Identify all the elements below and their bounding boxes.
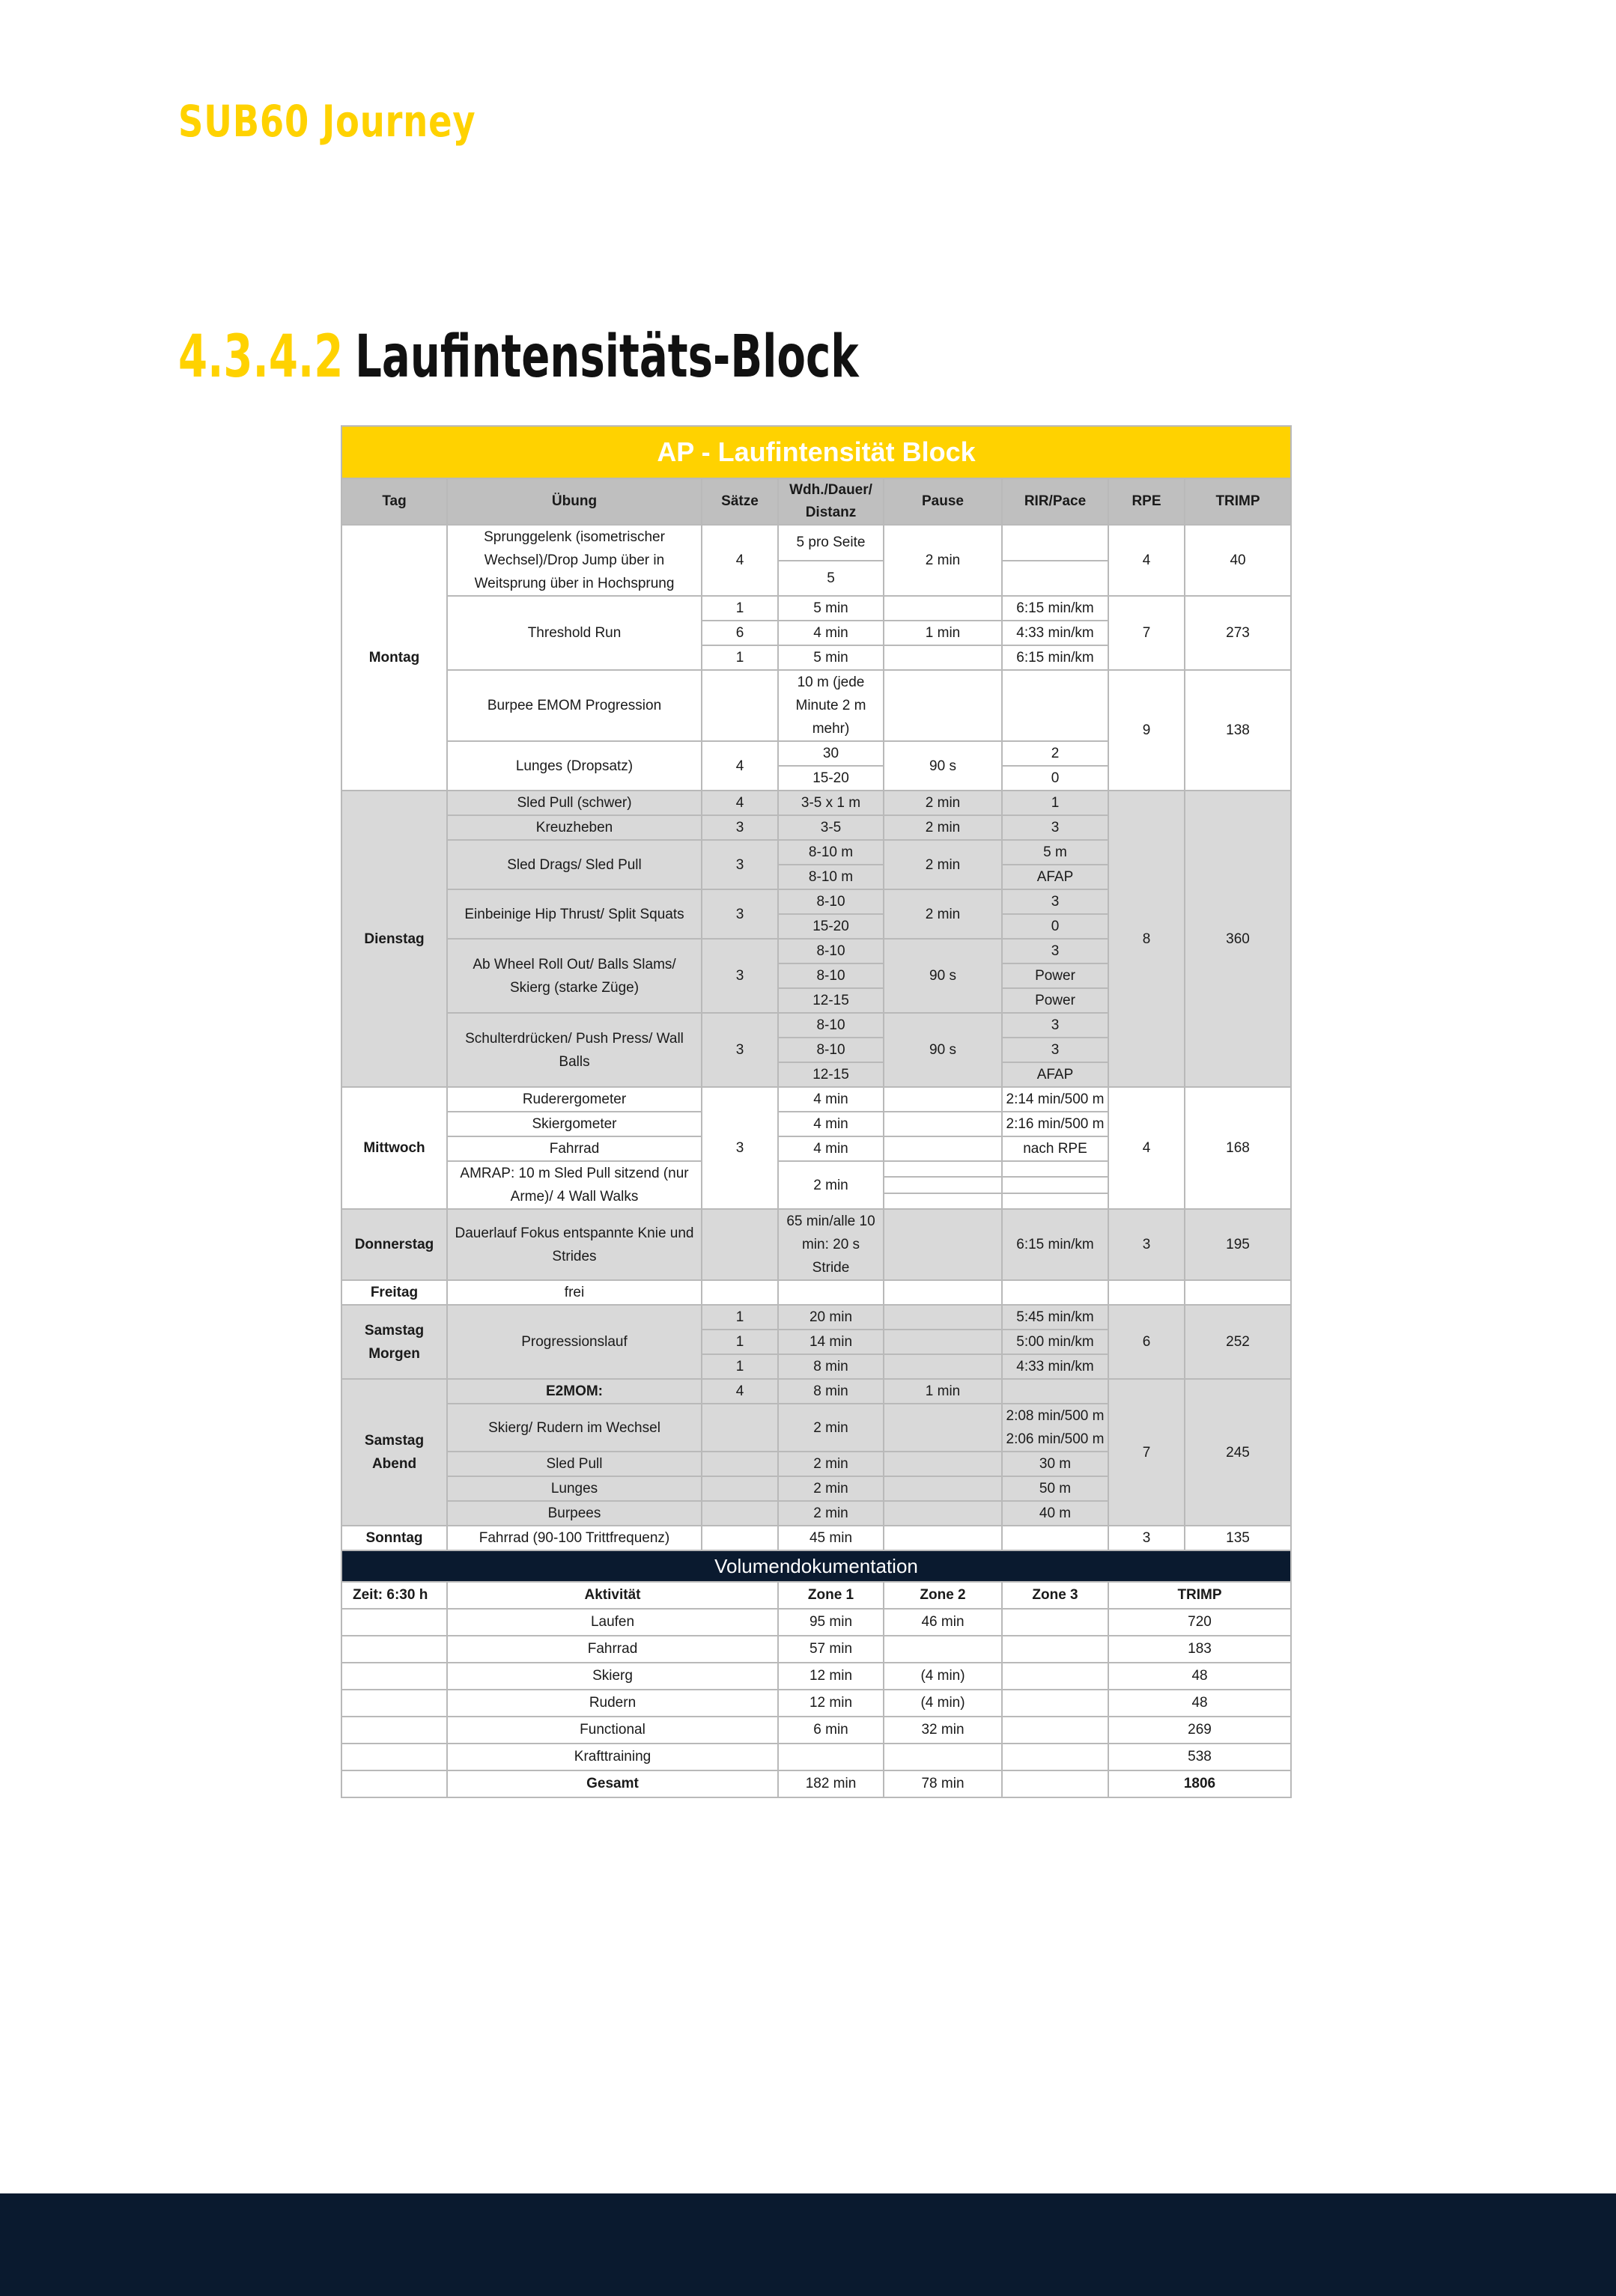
volume-zone3	[1002, 1690, 1108, 1717]
wdh-cell: 8-10 m	[778, 840, 884, 865]
trimp-cell: 360	[1185, 791, 1291, 1087]
saetze-cell	[702, 1280, 778, 1305]
trimp-cell: 273	[1185, 596, 1291, 670]
trimp-cell: 135	[1185, 1526, 1291, 1550]
rir-cell: 6:15 min/km	[1002, 645, 1108, 670]
volume-zone2: (4 min)	[884, 1690, 1002, 1717]
day-montag: Montag	[341, 525, 447, 791]
wdh-cell: 15-20	[778, 766, 884, 791]
saetze-cell	[702, 1476, 778, 1501]
volume-header-aktivitaet: Aktivität	[447, 1582, 778, 1609]
pause-cell	[884, 1354, 1002, 1379]
section-heading	[178, 323, 859, 391]
rir-cell	[1002, 1280, 1108, 1305]
saetze-cell	[702, 670, 778, 741]
pause-cell	[884, 1452, 1002, 1476]
wdh-cell: 20 min	[778, 1305, 884, 1330]
wdh-cell: 2 min	[778, 1452, 884, 1476]
wdh-cell	[778, 1280, 884, 1305]
rpe-cell: 4	[1108, 1087, 1185, 1209]
saetze-cell: 6	[702, 621, 778, 645]
section-title: Laufintensitäts-Block	[355, 323, 859, 391]
volume-zone2: 78 min	[884, 1770, 1002, 1797]
volume-zone1: 57 min	[778, 1636, 884, 1663]
volume-trimp: 269	[1108, 1717, 1291, 1744]
rir-cell: 3	[1002, 815, 1108, 840]
saetze-cell: 4	[702, 791, 778, 815]
volume-header-trimp: TRIMP	[1108, 1582, 1291, 1609]
volume-zone2	[884, 1744, 1002, 1770]
rir-cell: AFAP	[1002, 1062, 1108, 1087]
brand-title: SUB60 Journey	[178, 96, 476, 147]
header-saetze: Sätze	[702, 478, 778, 525]
rir-cell: 3	[1002, 1038, 1108, 1062]
pause-cell: 2 min	[884, 815, 1002, 840]
volume-aktivitaet: Skierg	[447, 1663, 778, 1690]
saetze-cell	[702, 1209, 778, 1280]
day-samstag-morgen: Samstag Morgen	[341, 1305, 447, 1379]
rpe-cell: 7	[1108, 596, 1185, 670]
trimp-cell: 138	[1185, 670, 1291, 791]
volume-empty-cell	[341, 1717, 447, 1744]
rir-cell	[1002, 1526, 1108, 1550]
volume-zone3	[1002, 1636, 1108, 1663]
plan-table	[341, 425, 1292, 1798]
exercise-skierg-rudern: Skierg/ Rudern im Wechsel	[447, 1404, 702, 1452]
wdh-cell: 5 min	[778, 645, 884, 670]
volume-aktivitaet: Krafttraining	[447, 1744, 778, 1770]
header-pause: Pause	[884, 478, 1002, 525]
volume-empty-cell	[341, 1663, 447, 1690]
volume-zone1: 12 min	[778, 1690, 884, 1717]
volume-header-zone2: Zone 2	[884, 1582, 1002, 1609]
rir-cell: 3	[1002, 939, 1108, 963]
wdh-cell: 2 min	[778, 1501, 884, 1526]
pause-cell: 1 min	[884, 621, 1002, 645]
pause-cell	[884, 1476, 1002, 1501]
volume-trimp: 48	[1108, 1663, 1291, 1690]
wdh-cell: 3-5 x 1 m	[778, 791, 884, 815]
trimp-cell: 245	[1185, 1379, 1291, 1526]
pause-cell	[884, 1526, 1002, 1550]
volume-aktivitaet-gesamt: Gesamt	[447, 1770, 778, 1797]
wdh-cell: 5	[778, 561, 884, 597]
table-title: AP - Laufintensität Block	[341, 426, 1291, 478]
day-donnerstag: Donnerstag	[341, 1209, 447, 1280]
rir-cell: 6:15 min/km	[1002, 596, 1108, 621]
exercise-burpee-emom: Burpee EMOM Progression	[447, 670, 702, 741]
wdh-cell: 30	[778, 741, 884, 766]
wdh-cell: 5 pro Seite	[778, 525, 884, 561]
pause-cell: 1 min	[884, 1379, 1002, 1404]
volume-zone2: 32 min	[884, 1717, 1002, 1744]
pause-cell: 90 s	[884, 741, 1002, 791]
day-mittwoch: Mittwoch	[341, 1087, 447, 1209]
saetze-cell: 1	[702, 645, 778, 670]
volume-zone1: 182 min	[778, 1770, 884, 1797]
volume-trimp: 720	[1108, 1609, 1291, 1636]
pause-cell: 90 s	[884, 939, 1002, 1013]
wdh-cell: 3-5	[778, 815, 884, 840]
saetze-cell: 1	[702, 596, 778, 621]
rir-cell: 30 m	[1002, 1452, 1108, 1476]
wdh-cell: 10 m (jede Minute 2 m mehr)	[778, 670, 884, 741]
rpe-cell: 3	[1108, 1526, 1185, 1550]
saetze-cell: 3	[702, 815, 778, 840]
header-rir: RIR/Pace	[1002, 478, 1108, 525]
volume-zone1: 6 min	[778, 1717, 884, 1744]
rir-cell: 2:08 min/500 m 2:06 min/500 m	[1002, 1404, 1108, 1452]
volume-empty-cell	[341, 1770, 447, 1797]
saetze-cell: 3	[702, 1087, 778, 1209]
volume-zone3	[1002, 1609, 1108, 1636]
rir-cell: Power	[1002, 963, 1108, 988]
trimp-cell: 195	[1185, 1209, 1291, 1280]
volume-empty-cell	[341, 1690, 447, 1717]
saetze-cell: 3	[702, 840, 778, 889]
rir-cell: 4:33 min/km	[1002, 1354, 1108, 1379]
day-samstag-abend: Samstag Abend	[341, 1379, 447, 1526]
saetze-cell: 4	[702, 741, 778, 791]
exercise-frei: frei	[447, 1280, 702, 1305]
exercise-kreuzheben: Kreuzheben	[447, 815, 702, 840]
rir-cell: 0	[1002, 766, 1108, 791]
trimp-cell: 168	[1185, 1087, 1291, 1209]
pause-cell	[884, 1136, 1002, 1161]
volume-zone2: 46 min	[884, 1609, 1002, 1636]
rir-cell: AFAP	[1002, 865, 1108, 889]
wdh-cell: 8 min	[778, 1354, 884, 1379]
saetze-cell: 1	[702, 1330, 778, 1354]
wdh-cell: 4 min	[778, 1136, 884, 1161]
volume-trimp: 183	[1108, 1636, 1291, 1663]
header-wdh: Wdh./Dauer/ Distanz	[778, 478, 884, 525]
pause-cell: 2 min	[884, 840, 1002, 889]
volume-header-zone1: Zone 1	[778, 1582, 884, 1609]
volume-zone3	[1002, 1663, 1108, 1690]
wdh-cell: 8 min	[778, 1379, 884, 1404]
wdh-cell: 4 min	[778, 621, 884, 645]
exercise-sled-pull-schwer: Sled Pull (schwer)	[447, 791, 702, 815]
training-plan-table	[341, 425, 1290, 1798]
volume-zone1	[778, 1744, 884, 1770]
exercise-ab-wheel: Ab Wheel Roll Out/ Balls Slams/ Skierg (starke Züge)	[447, 939, 702, 1013]
volume-zone2: (4 min)	[884, 1663, 1002, 1690]
header-tag: Tag	[341, 478, 447, 525]
pause-cell	[884, 1404, 1002, 1452]
wdh-cell: 8-10	[778, 1013, 884, 1038]
pause-cell	[884, 1501, 1002, 1526]
header-uebung: Übung	[447, 478, 702, 525]
exercise-amrap: AMRAP: 10 m Sled Pull sitzend (nur Arme)/ 4 Wall Walks	[447, 1161, 702, 1209]
rir-cell: 5:45 min/km	[1002, 1305, 1108, 1330]
header-rpe: RPE	[1108, 478, 1185, 525]
volume-zone3	[1002, 1770, 1108, 1797]
pause-cell: 2 min	[884, 791, 1002, 815]
rir-cell: 3	[1002, 889, 1108, 914]
header-trimp: TRIMP	[1185, 478, 1291, 525]
wdh-cell: 14 min	[778, 1330, 884, 1354]
volume-title: Volumendokumentation	[341, 1550, 1291, 1582]
wdh-cell: 2 min	[778, 1404, 884, 1452]
volume-empty-cell	[341, 1744, 447, 1770]
day-sonntag: Sonntag	[341, 1526, 447, 1550]
rir-cell	[1002, 525, 1108, 561]
pause-cell	[884, 1161, 1002, 1177]
exercise-dauerlauf: Dauerlauf Fokus entspannte Knie und Strides	[447, 1209, 702, 1280]
volume-zone2	[884, 1636, 1002, 1663]
volume-zone1: 12 min	[778, 1663, 884, 1690]
wdh-cell: 45 min	[778, 1526, 884, 1550]
section-number: 4.3.4.2	[178, 323, 344, 391]
exercise-e2mom: E2MOM:	[447, 1379, 702, 1404]
rpe-cell: 9	[1108, 670, 1185, 791]
exercise-fahrrad-sonntag: Fahrrad (90-100 Trittfrequenz)	[447, 1526, 702, 1550]
rir-cell: 1	[1002, 791, 1108, 815]
wdh-cell: 8-10	[778, 939, 884, 963]
volume-aktivitaet: Laufen	[447, 1609, 778, 1636]
rpe-cell: 4	[1108, 525, 1185, 596]
saetze-cell	[702, 1452, 778, 1476]
saetze-cell	[702, 1501, 778, 1526]
footer-bar	[0, 2193, 1616, 2296]
day-freitag: Freitag	[341, 1280, 447, 1305]
saetze-cell: 3	[702, 889, 778, 939]
volume-zone1: 95 min	[778, 1609, 884, 1636]
exercise-fahrrad: Fahrrad	[447, 1136, 702, 1161]
pause-cell	[884, 1177, 1002, 1193]
exercise-sprunggelenk: Sprunggelenk (isometrischer Wechsel)/Drop Jump über in Weitsprung über in Hochsprung	[447, 525, 702, 596]
rir-cell: 5:00 min/km	[1002, 1330, 1108, 1354]
exercise-sled-drags: Sled Drags/ Sled Pull	[447, 840, 702, 889]
rir-cell: 5 m	[1002, 840, 1108, 865]
volume-empty-cell	[341, 1609, 447, 1636]
rir-cell: 40 m	[1002, 1501, 1108, 1526]
wdh-cell: 8-10	[778, 963, 884, 988]
saetze-cell: 1	[702, 1305, 778, 1330]
trimp-cell: 252	[1185, 1305, 1291, 1379]
trimp-cell: 40	[1185, 525, 1291, 596]
exercise-schulterdruecken: Schulterdrücken/ Push Press/ Wall Balls	[447, 1013, 702, 1087]
pause-cell	[884, 645, 1002, 670]
rpe-cell: 8	[1108, 791, 1185, 1087]
rir-cell: 2:16 min/500 m	[1002, 1112, 1108, 1136]
saetze-cell	[702, 1404, 778, 1452]
pause-cell	[884, 1280, 1002, 1305]
rpe-cell	[1108, 1280, 1185, 1305]
wdh-cell: 65 min/alle 10 min: 20 s Stride	[778, 1209, 884, 1280]
pause-cell: 2 min	[884, 889, 1002, 939]
rir-cell	[1002, 1379, 1108, 1404]
saetze-cell: 4	[702, 525, 778, 596]
pause-cell	[884, 670, 1002, 741]
volume-trimp: 48	[1108, 1690, 1291, 1717]
wdh-cell: 15-20	[778, 914, 884, 939]
pause-cell	[884, 1112, 1002, 1136]
wdh-cell: 4 min	[778, 1112, 884, 1136]
exercise-skiergometer: Skiergometer	[447, 1112, 702, 1136]
saetze-cell: 3	[702, 939, 778, 1013]
volume-trimp-gesamt: 1806	[1108, 1770, 1291, 1797]
pause-cell: 90 s	[884, 1013, 1002, 1087]
rir-cell	[1002, 561, 1108, 597]
volume-trimp: 538	[1108, 1744, 1291, 1770]
wdh-cell: 12-15	[778, 1062, 884, 1087]
volume-header-zone3: Zone 3	[1002, 1582, 1108, 1609]
volume-zone3	[1002, 1744, 1108, 1770]
rir-cell	[1002, 1161, 1108, 1177]
rir-cell: 0	[1002, 914, 1108, 939]
saetze-cell: 3	[702, 1013, 778, 1087]
exercise-sled-pull: Sled Pull	[447, 1452, 702, 1476]
rpe-cell: 6	[1108, 1305, 1185, 1379]
wdh-cell: 4 min	[778, 1087, 884, 1112]
volume-aktivitaet: Fahrrad	[447, 1636, 778, 1663]
day-dienstag: Dienstag	[341, 791, 447, 1087]
exercise-threshold-run: Threshold Run	[447, 596, 702, 670]
wdh-cell: 8-10	[778, 1038, 884, 1062]
saetze-cell	[702, 1526, 778, 1550]
volume-zeit: Zeit: 6:30 h	[341, 1582, 447, 1609]
wdh-cell: 8-10 m	[778, 865, 884, 889]
rir-cell	[1002, 670, 1108, 741]
volume-aktivitaet: Functional	[447, 1717, 778, 1744]
exercise-ruderergometer: Ruderergometer	[447, 1087, 702, 1112]
exercise-lunges-dropsatz: Lunges (Dropsatz)	[447, 741, 702, 791]
wdh-cell: 8-10	[778, 889, 884, 914]
rpe-cell: 3	[1108, 1209, 1185, 1280]
volume-aktivitaet: Rudern	[447, 1690, 778, 1717]
pause-cell	[884, 1193, 1002, 1209]
pause-cell	[884, 1330, 1002, 1354]
pause-cell	[884, 596, 1002, 621]
pause-cell	[884, 1087, 1002, 1112]
pause-cell	[884, 1209, 1002, 1280]
exercise-burpees: Burpees	[447, 1501, 702, 1526]
rir-cell	[1002, 1177, 1108, 1193]
rir-cell: 6:15 min/km	[1002, 1209, 1108, 1280]
exercise-progressionslauf: Progressionslauf	[447, 1305, 702, 1379]
rir-cell: 4:33 min/km	[1002, 621, 1108, 645]
exercise-lunges: Lunges	[447, 1476, 702, 1501]
rir-cell: 3	[1002, 1013, 1108, 1038]
trimp-cell	[1185, 1280, 1291, 1305]
saetze-cell: 4	[702, 1379, 778, 1404]
rir-cell: 2:14 min/500 m	[1002, 1087, 1108, 1112]
rir-cell: 2	[1002, 741, 1108, 766]
rpe-cell: 7	[1108, 1379, 1185, 1526]
exercise-hip-thrust: Einbeinige Hip Thrust/ Split Squats	[447, 889, 702, 939]
saetze-cell: 1	[702, 1354, 778, 1379]
wdh-cell: 5 min	[778, 596, 884, 621]
rir-cell: 50 m	[1002, 1476, 1108, 1501]
wdh-cell: 2 min	[778, 1476, 884, 1501]
rir-cell: Power	[1002, 988, 1108, 1013]
rir-cell	[1002, 1193, 1108, 1209]
pause-cell	[884, 1305, 1002, 1330]
wdh-cell: 2 min	[778, 1161, 884, 1209]
wdh-cell: 12-15	[778, 988, 884, 1013]
volume-zone3	[1002, 1717, 1108, 1744]
rir-cell: nach RPE	[1002, 1136, 1108, 1161]
volume-empty-cell	[341, 1636, 447, 1663]
pause-cell: 2 min	[884, 525, 1002, 596]
